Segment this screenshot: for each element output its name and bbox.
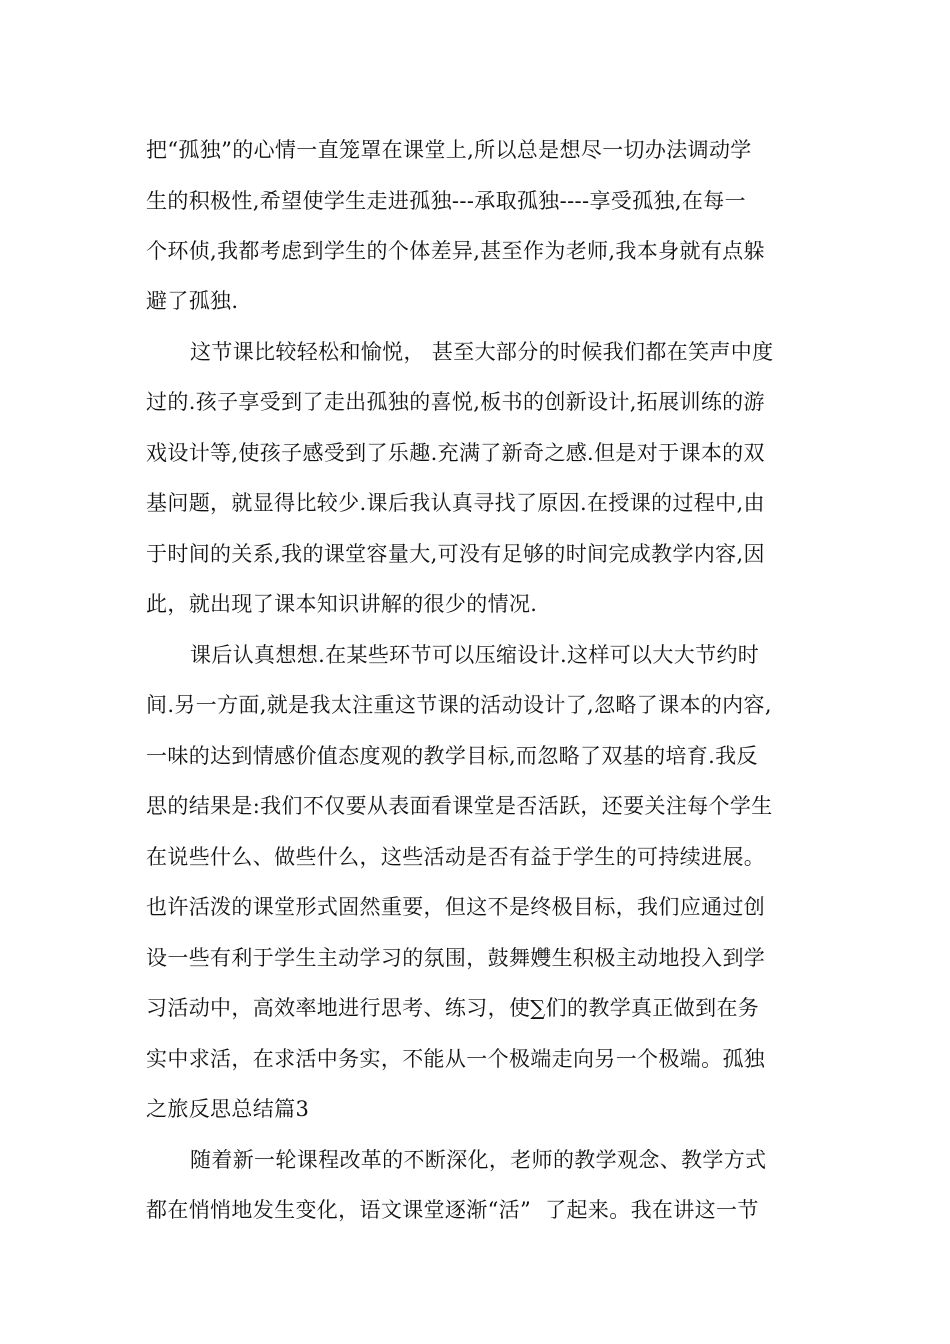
text-line: 间.另一方面,就是我太注重这节课的活动设计了,忽略了课本的内容, bbox=[146, 693, 772, 717]
text-line: 思的结果是:我们不仅要从表面看课堂是否活跃，还要关注每个学生 bbox=[146, 794, 773, 818]
text-line: 实中求活，在求活中务实，不能从一个极端走向另一个极端。孤独 bbox=[146, 1047, 766, 1071]
text-line: 于时间的关系,我的课堂容量大,可没有足够的时间完成教学内容,因 bbox=[146, 542, 765, 566]
text-line: 设一些有利于学生主动学习的氛围，鼓舞孇生积极主动地投入到学 bbox=[146, 946, 766, 970]
text-line: 过的.孩子享受到了走出孤独的喜悦,板书的创新设计,拓展训练的游 bbox=[146, 390, 765, 414]
text-line: 戏设计等,使孩子感受到了乐趣.充满了新奇之感.但是对于课本的双 bbox=[146, 441, 765, 465]
paragraph-first-line: 这节课比较轻松和愉悦， 甚至大部分的时候我们都在笑声中度 bbox=[190, 340, 774, 364]
text-line: 此，就出现了课本知识讲解的很少的情况. bbox=[146, 592, 538, 616]
text-line: 一味的达到情感价值态度观的教学目标,而忽略了双基的培育.我反 bbox=[146, 744, 758, 768]
text-line: 避了孤独. bbox=[146, 289, 239, 313]
paragraph-first-line: 课后认真想想.在某些环节可以压缩设计.这样可以大大节约时 bbox=[190, 643, 760, 667]
paragraph-first-line: 随着新一轮课程改革的不断深化，老师的教学观念、教学方式 bbox=[190, 1148, 767, 1172]
text-line: 都在悄悄地发生变化，语文课堂逐渐“活” 了起来。我在讲这一节 bbox=[146, 1198, 759, 1222]
text-line: 把“孤独”的心情一直笼罩在课堂上,所以总是想尽一切办法调动学 bbox=[146, 138, 752, 162]
text-line: 在说些什么、做些什么，这些活动是否有益于学生的可持续进展。 bbox=[146, 845, 766, 869]
section-heading: 之旅反思总结篇3 bbox=[146, 1097, 310, 1121]
text-line: 习活动中，高效率地进行思考、练习，使∑们的教学真正做到在务 bbox=[146, 996, 760, 1020]
text-line: 个环侦,我都考虑到学生的个体差异,甚至作为老师,我本身就有点躲 bbox=[146, 239, 765, 263]
text-line: 基问题，就显得比较少.课后我认真寻找了原因.在授课的过程中,由 bbox=[146, 491, 765, 515]
text-line: 生的积极性,希望使学生走进孤独---承取孤独----享受孤独,在每一 bbox=[146, 189, 746, 213]
text-line: 也许活泼的课堂形式固然重要，但这不是终极目标，我们应通过创 bbox=[146, 895, 766, 919]
